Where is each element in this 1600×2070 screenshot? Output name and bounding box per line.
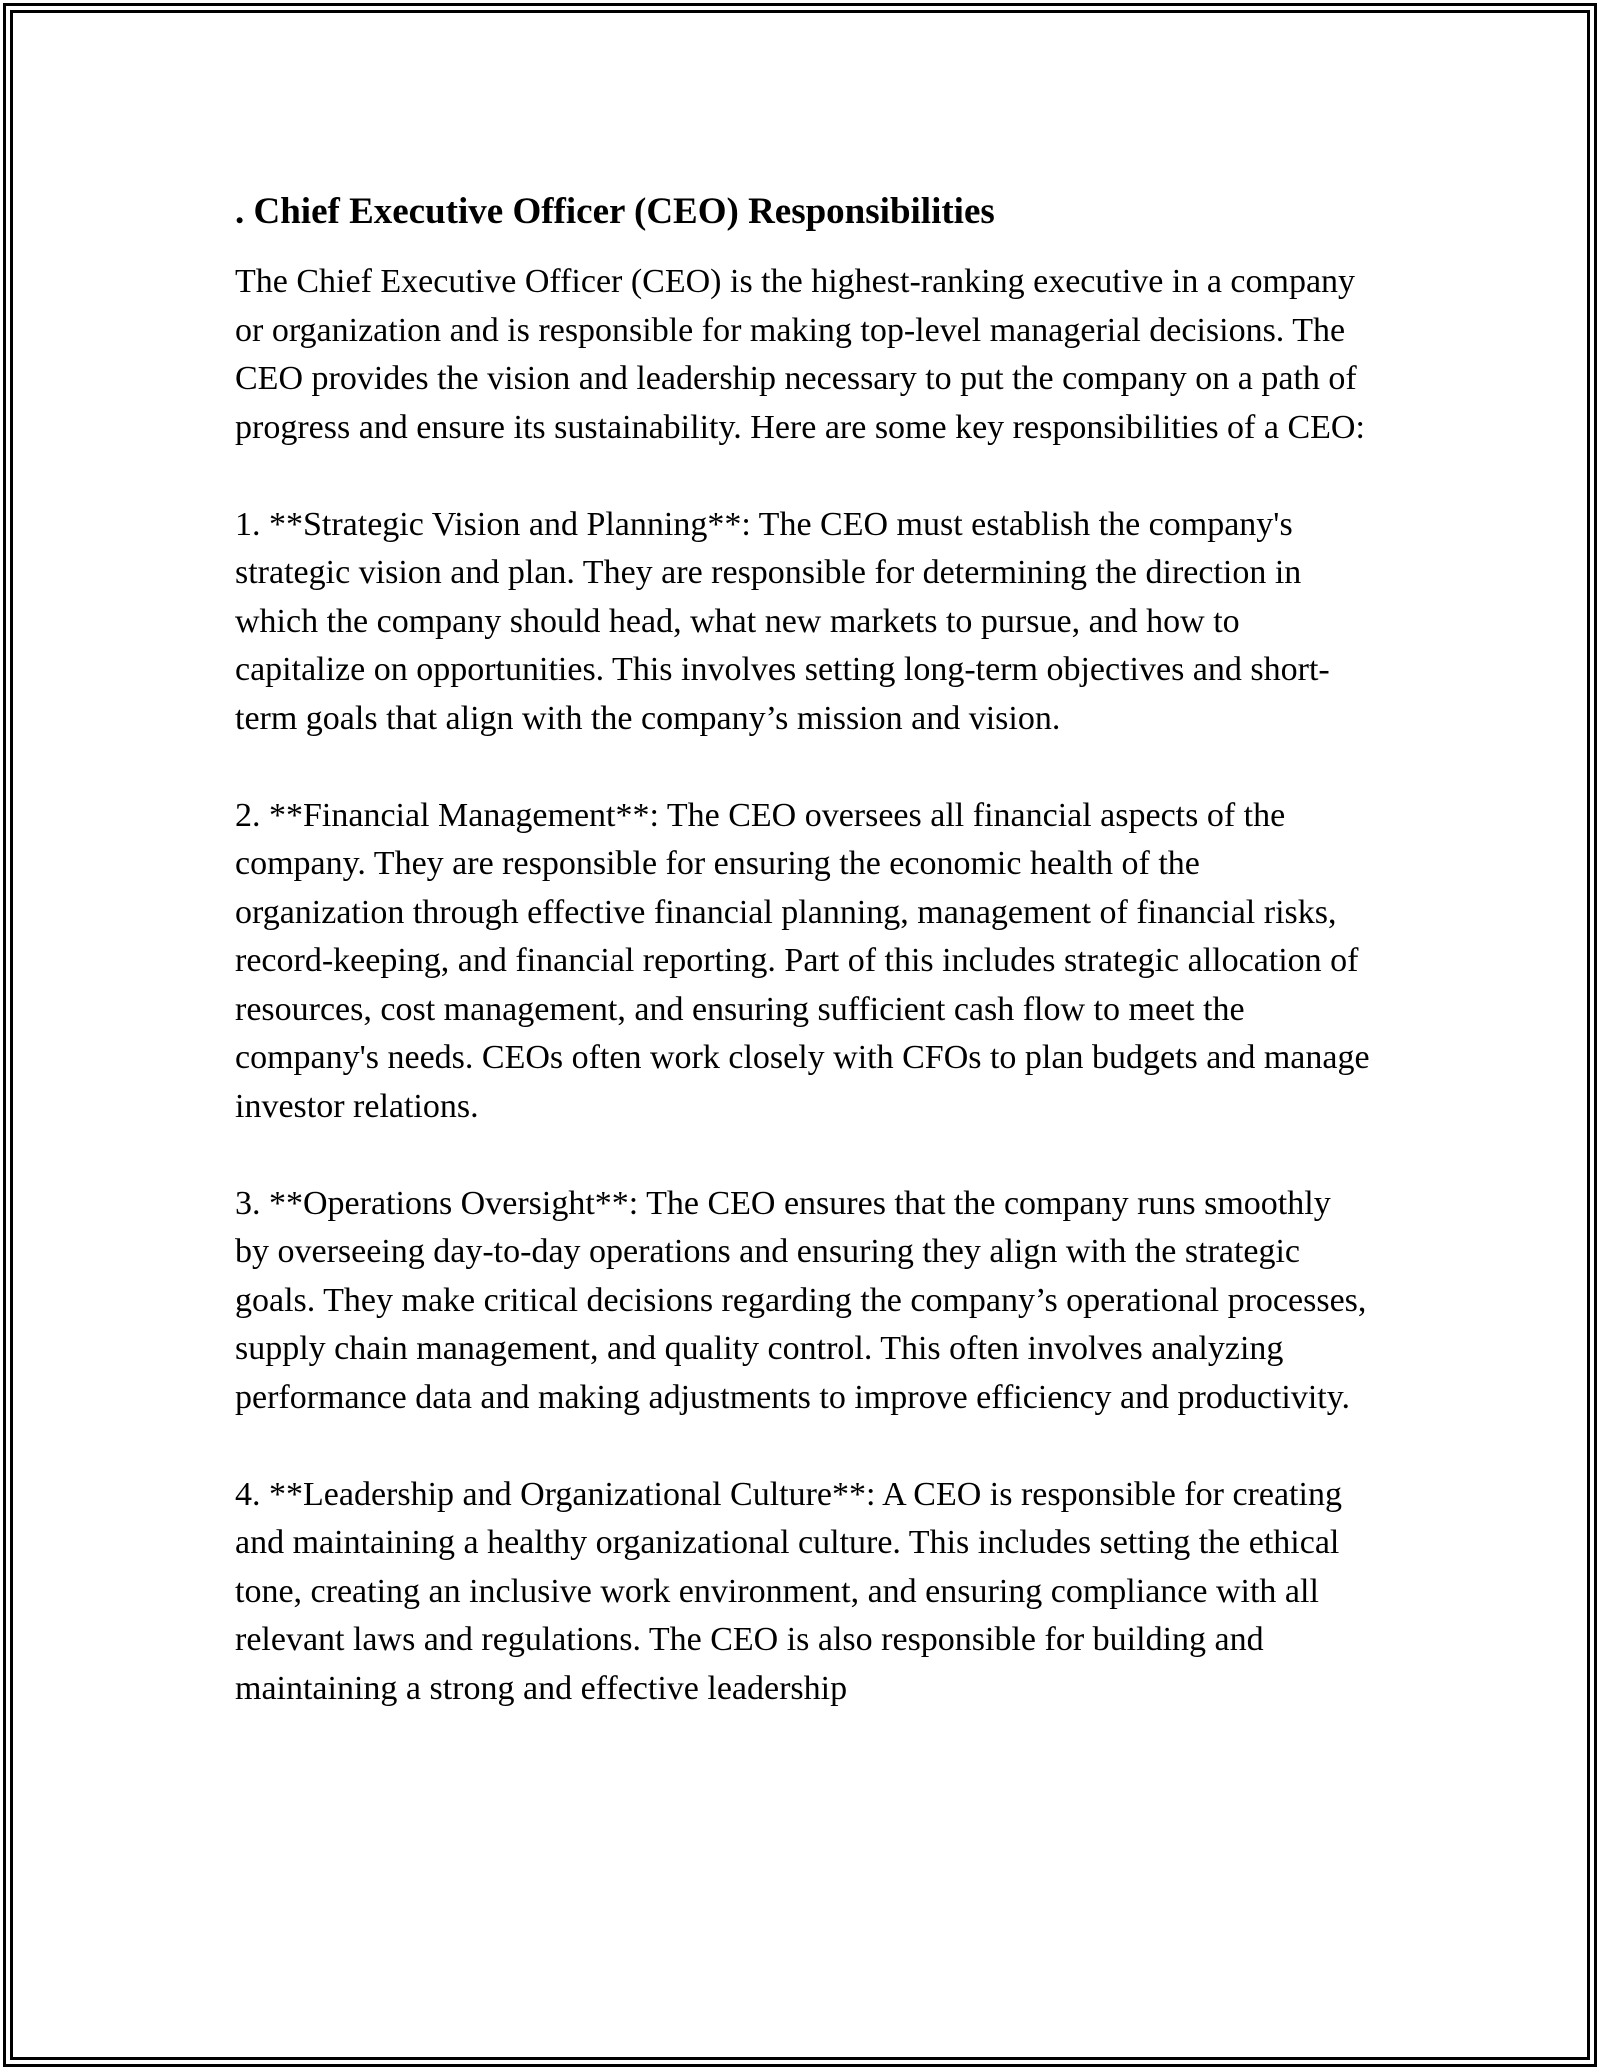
document-body [235, 188, 1370, 1762]
intro-paragraph: The Chief Executive Officer (CEO) is the highest-ranking executive in a company or organization and is responsible for making top-level managerial decisions. The CEO provides the vision and leadership necessary to put the company on a path of progress and ensure its sustainability. Here are some key responsibilities of a CEO: [235, 263, 1365, 446]
operations-oversight-paragraph: 3. **Operations Oversight**: The CEO ensures that the company runs smoothly by overseeing day-to-day operations and ensuring they align with the strategic goals. They make critical decisions regarding the company’s operational processes, supply chain management, and quality control. This often involves analyzing performance data and making adjustments to improve efficiency and productivity. [235, 1184, 1367, 1416]
leadership-culture-paragraph: 4. **Leadership and Organizational Culture**: A CEO is responsible for creating and maintaining a healthy organizational culture. This includes setting the ethical tone, creating an inclusive work environment, and ensuring compliance with all relevant laws and regulations. The CEO is also responsible for building and maintaining a strong and effective leadership [235, 1475, 1342, 1707]
strategic-vision-paragraph: 1. **Strategic Vision and Planning**: The CEO must establish the company's strategic vision and plan. They are responsible for determining the direction in which the company should head, what new markets to pursue, and how to capitalize on opportunities. This involves setting long-term objectives and short-term goals that align with the company’s mission and vision. [235, 505, 1330, 737]
financial-management-paragraph: 2. **Financial Management**: The CEO oversees all financial aspects of the company. They are responsible for ensuring the economic health of the organization through effective financial planning, management of financial risks, record-keeping, and financial reporting. Part of this includes strategic allocation of resources, cost management, and ensuring sufficient cash flow to meet the company's needs. CEOs often work closely with CFOs to plan budgets and manage investor relations. [235, 796, 1370, 1125]
document-title: . Chief Executive Officer (CEO) Responsibilities [235, 191, 995, 232]
